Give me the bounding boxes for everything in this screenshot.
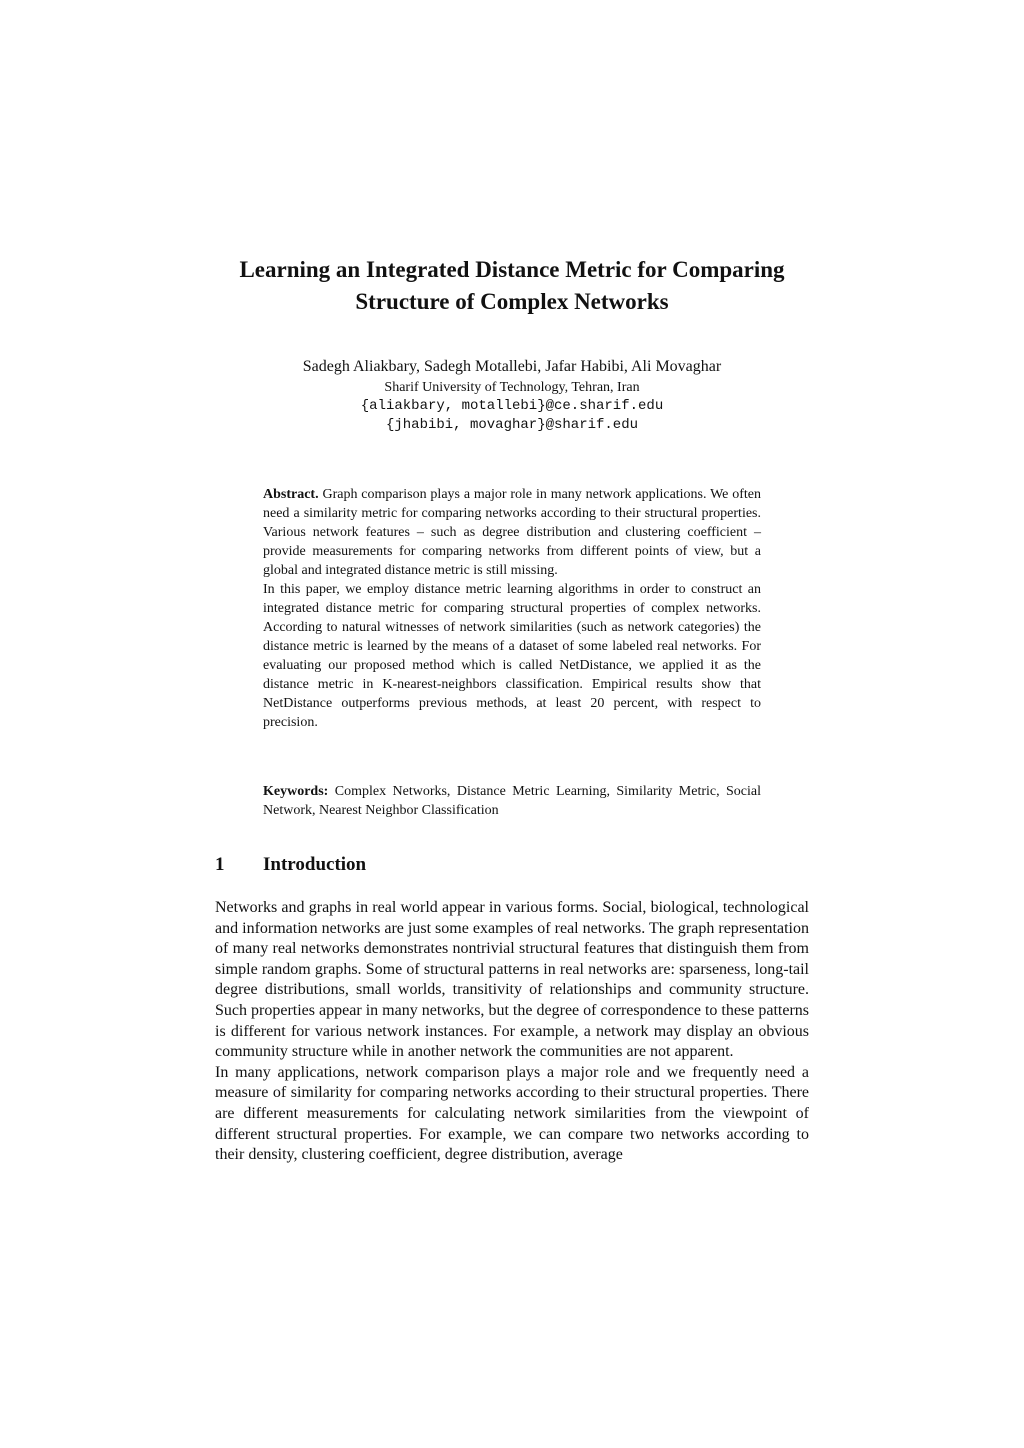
section-title: Introduction <box>263 854 367 875</box>
introduction-body <box>215 898 809 1166</box>
section-number: 1 <box>215 854 225 875</box>
abstract-text-1: Graph comparison plays a major role in many network applications. We often need a similarity metric for comparing networks according to their structural properties. Various network features – such as degree distribution and clustering coefficient – provide measurements for comparing networks from different points of view, but a global and integrated distance metric is still missing. <box>263 487 762 578</box>
section-heading-introduction <box>215 852 809 878</box>
abstract-label: Abstract. <box>263 487 319 502</box>
keywords-text: Complex Networks, Distance Metric Learning, Similarity Metric, Social Network, Nearest Neighbor Classification <box>263 784 762 818</box>
introduction-paragraph-1: Networks and graphs in real world appear in various forms. Social, biological, technological and information networks are just some examples of real networks. The graph representation of many real networks demonstrates nontrivial structural features that distinguish them from simple random graphs. Some of structural patterns in real networks are: sparseness, long-tail degree distributions, small worlds, transitivity of relationships and community structure. Such properties appear in many networks, but the degree of correspondence to these patterns is different for various network instances. For example, a network may display an obvious community structure while in another network the communities are not apparent. <box>215 899 809 1061</box>
introduction-paragraph-2: In many applications, network comparison plays a major role and we frequently need a measure of similarity for comparing networks according to their structural properties. There are different measurements for calculating network similarities from the viewpoint of different structural properties. For example, we can compare two networks according to their density, clustering coefficient, degree distribution, average <box>215 1063 809 1164</box>
paper-title <box>200 254 824 318</box>
abstract-paragraph-1 <box>263 485 761 580</box>
abstract <box>263 485 761 732</box>
email-line-2: {jhabibi, movaghar}@sharif.edu <box>385 417 639 433</box>
affiliation: Sharif University of Technology, Tehran, Iran <box>384 380 640 395</box>
author-list: Sadegh Aliakbary, Sadegh Motallebi, Jafar Habibi, Ali Movaghar <box>302 358 722 375</box>
keywords <box>263 782 761 820</box>
email-line-1: {aliakbary, motallebi}@ce.sharif.edu <box>360 398 664 414</box>
paper-title-line-1: Learning an Integrated Distance Metric for Comparing <box>239 257 785 282</box>
keywords-label: Keywords: <box>263 784 329 799</box>
paper-title-line-2: Structure of Complex Networks <box>355 289 669 314</box>
abstract-paragraph-2: In this paper, we employ distance metric learning algorithms in order to construct an integrated distance metric for comparing structural properties of complex networks. According to natural witnesses of network similarities (such as network categories) the distance metric is learned by the means of a dataset of some labeled real networks. For evaluating our proposed method which is called NetDistance, we applied it as the distance metric in K-nearest-neighbors classification. Empirical results show that NetDistance outperforms previous methods, at least 20 percent, with respect to precision. <box>263 582 761 730</box>
